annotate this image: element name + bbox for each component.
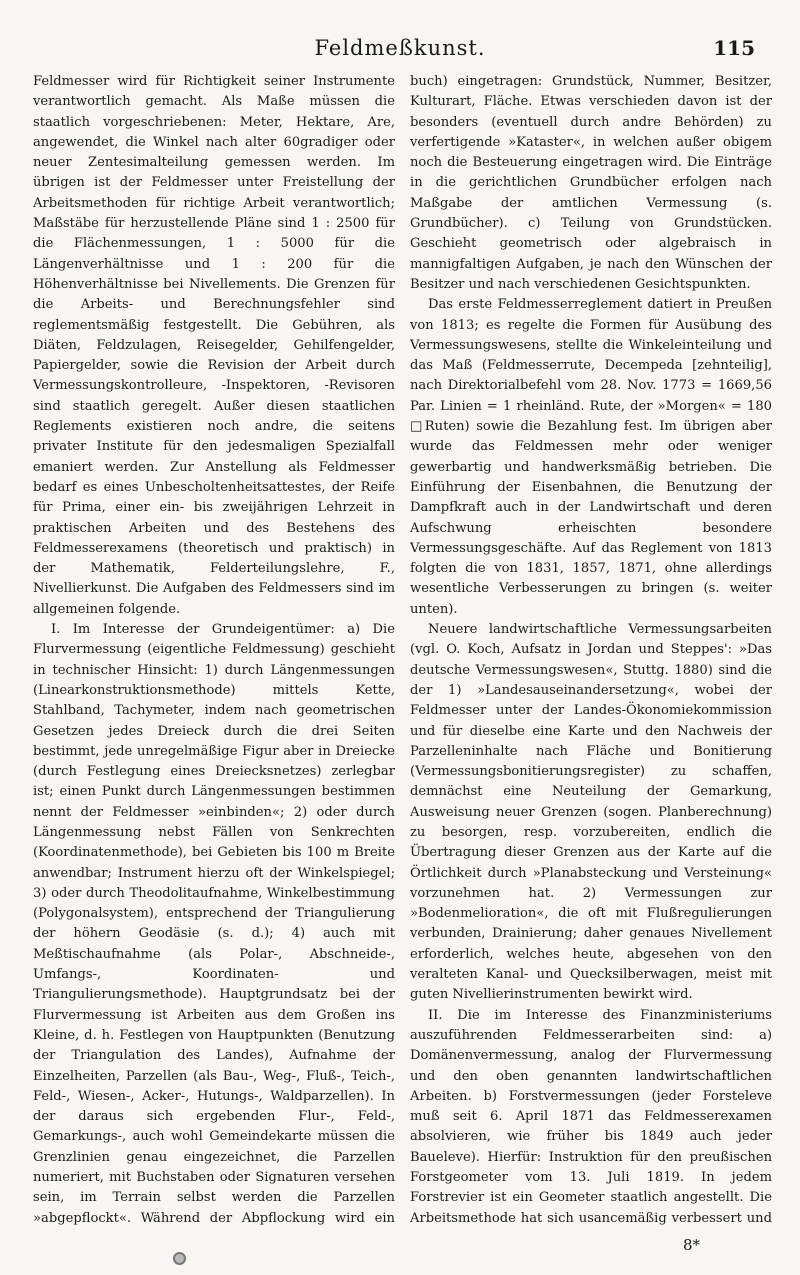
paragraph: Das erste Feldmesserreglement datiert in Preußen von 1813; es regelte die Formen für Ausübung des Vermessungswesens, stellte die Winkeleinteilung und das Maß (Feldmesserrute, Decempeda [zehnteilig], nach Direktorialbefehl vom 28. Nov. 1773 = 1669,56 Par. Linien = 1 rheinländ. Rute, der »Morgen« = 180 □Ruten) sowie die Bezahlung fest. Im übrigen aber wurde das Feldmessen mehr oder weniger gewerbartig und handwerksmäßig betrieben. Die Einführung der Eisenbahnen, die Benutzung der Dampfkraft auch in der Landwirtschaft und deren Aufschwung erheischten besondere Vermessungsgeschäfte. Auf das Reglement von 1813 folgten die von 1831, 1857, 1871, ohne allerdings wesentliche Verbesserungen zu bringen (s. weiter unten). [410,297,772,617]
binding-hole-icon [173,1252,186,1265]
running-title: Feldmeßkunst. [314,36,486,60]
paragraph: I. Im Interesse der Grundeigentümer: a) Die Flurvermessung (eigentliche Feldmessung) geschieht in technischer Hinsicht: 1) durch Längenmessungen (Linearkonstruktionsmethode) mittels Kette, Stahlband, Tachymeter, indem nach geometrischen Gesetzen jedes Dreieck durch die drei Seiten bestimmt, jede unregelmäßige Figur aber in Dreiecke (durch Festlegung eines Dreiecksnetzes) zerlegbar ist; einen Punkt durch Längenmessungen bestimmen nennt der Feldmesser »einbinden«; 2) oder durch Längenmessung nebst Fällen von Senkrechten (Koordinatenmethode), bei Gebieten bis 100 m Breite anwendbar; Instrument hierzu oft der Winkelspiegel; 3) oder durch Theodolitaufnahme, Winkelbestimmung (Polygonalsystem), entsprechend der Triangulierung der höhern Geodäsie (s. d.); 4) auch mit Meßtischaufnahme (als Polar-, Abschneide-, Umfangs-, Koordinaten- und Triangulierungsmethode). Hauptgrundsatz bei der Flurvermessung ist Arbeiten aus dem Großen ins Kleine, d. h. Festlegen von Hauptpunkten (Benutzung der Triangulation des Landes), Aufnahme der Einzelheiten, Parzellen (als Bau-, Weg-, Fluß-, Teich-, Feld-, Wiesen-, Acker-, Hutungs-, Waldparzellen). In der daraus sich ergebenden Flur-, Feld-, Gemarkungs-, auch wohl Gemeindekarte müssen die Grenzlinien genau eingezeichnet, die Parzellen numeriert, mit Buchstaben oder Signaturen versehen sein, im Terrain selbst werden die Parzellen »abgepflockt«. Während der Abpflockung wird ein [33,622,395,1226]
page-header [33,22,767,62]
paragraph: Feldmesser wird für Richtigkeit seiner Instrumente verantwortlich gemacht. Als Maße müssen die staatlich vorgeschriebenen: Meter, Hektare, Are, angewendet, die Winkel nach alter 60gradiger oder neuer Zentesimalteilung gemessen werden. Im übrigen ist der Feldmesser unter Freistellung der Arbeitsmethoden für richtige Arbeit verantwortlich; Maßstäbe für herzustellende Pläne sind 1 : 2500 für die Flächenmessungen, 1 : 5000 für die Längenverhältnisse und 1 : 200 für die Höhenverhältnisse bei Nivellements. Die Grenzen für die Arbeits- und Berechnungsfehler sind reglementsmäßig festgestellt. Die Gebühren, als Diäten, Feldzulagen, Reisegelder, Gehilfengelder, Papiergelder, sowie die Revision der Arbeit durch Vermessungskontrolleure, -Inspektoren, -Revisoren sind staatlich geregelt. Außer diesen staatlichen Reglements existieren noch andre, die seitens privater Institute für den jedesmaligen Spezialfall emaniert werden. Zur Anstellung als Feldmesser bedarf es eines Unbescholtenheitsattestes, der Reife für Prima, einer ein- bis zweijährigen Lehrzeit in praktischen Arbeiten und des Bestehens des Feldmesserexamens (theoretisch und praktisch) in der Mathematik, Felderteilungslehre, F., Nivellierkunst. Die Aufgaben des Feldmessers sind im allgemeinen folgende. [33,74,395,617]
paragraph: II. Die im Interesse des Finanzministeriums auszuführenden Feldmesserarbeiten sind: a) Domänenvermessung, analog der Flurvermessung und den oben genannten landwirtschaftlichen Arbeiten. b) Forstvermessungen (jeder Forsteleve muß seit 6. April 1871 das Feldmesserexamen absolvieren, wie früher bis 1849 auch jeder Baueleve). Hierfür: Instruktion für den preußischen Forstgeometer vom 13. Juli 1819. In jedem Forstrevier ist ein Geometer staatlich angestellt. Die Arbeitsmethode hat sich usancemäßig verbessert und [410,1007,772,1226]
paragraph: buch) eingetragen: Grundstück, Nummer, Besitzer, Kulturart, Fläche. Etwas verschieden davon ist der besonders (eventuell durch andre Behörden) zu verfertigende »Kataster«, in welchen außer obigem noch die Besteuerung eingetragen wird. Die Einträge in die gerichtlichen Grundbücher erfolgen nach Maßgabe der amtlichen Vermessung (s. Grundbücher). c) Teilung von Grundstücken. Geschieht geometrisch oder algebraisch in mannigfaltigen Aufgaben, je nach den Wünschen der Besitzer und nach verschiedenen Gesichtspunkten. [410,74,772,292]
page-number: 115 [713,36,755,60]
signature-mark: 8* [682,1236,700,1254]
paragraph: Neuere landwirtschaftliche Vermessungsarbeiten (vgl. O. Koch, Aufsatz in Jordan und Steppes': »Das deutsche Vermessungswesen«, Stuttg. 1880) sind die der 1) »Landesauseinandersetzung«, wobei der Feldmesser unter der Landes-Ökonomiekommission und für dieselbe eine Karte und den Nachweis der Parzelleninhalte nach Fläche und Bonitierung (Vermessungsbonitierungsregister) zu schaffen, demnächst eine Neuteilung der Gemarkung, Ausweisung neuer Grenzen (sogen. Planberechnung) zu besorgen, resp. vorzubereiten, endlich die Übertragung dieser Grenzen aus der Karte auf die Örtlichkeit durch »Planabsteckung und Versteinung« vorzunehmen hat. 2) Vermessungen zur »Bodenmelioration«, die oft mit Flußregulierungen verbunden, Drainierung; daher genaues Nivellement erforderlich, welches heute, abgesehen von den veralteten Kanal- und Quecksilberwagen, meist mit guten Nivellierinstrumenten bewirkt wird. [410,622,772,1003]
right-column [410,72,772,1227]
left-column [33,72,395,1227]
